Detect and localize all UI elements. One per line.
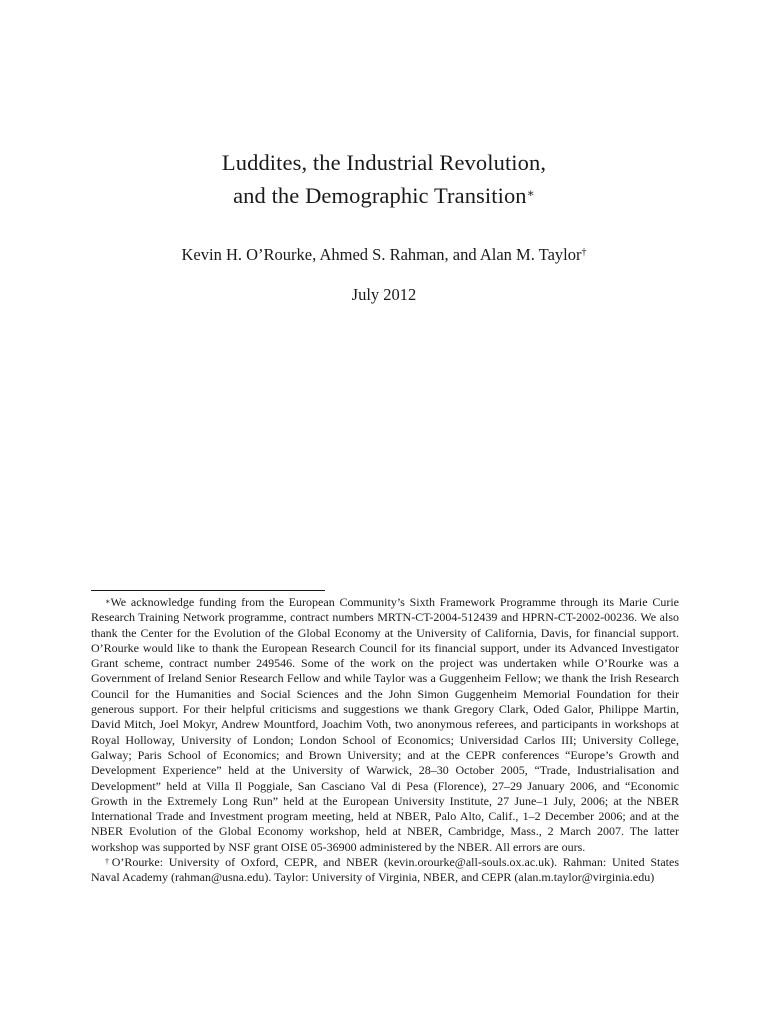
author-names: Kevin H. O’Rourke, Ahmed S. Rahman, and Alan M. Taylor [181,245,582,264]
footnote-affiliations [91,855,679,886]
footnote-acknowledgements [91,595,679,855]
footnote-text: O’Rourke: University of Oxford, CEPR, and NBER (kevin.orourke@all-souls.ox.ac.uk). Rahman: United States Naval Academy (rahman@usna.edu). Taylor: University of Virginia, NBER, and CEPR (alan.m.taylor@virginia.edu) [91,855,680,885]
footnote-marker: ∗ [105,597,111,606]
title-line-2 [0,179,768,212]
footnotes [91,595,679,886]
footnote-divider [91,590,325,591]
publication-date: July 2012 [351,285,417,304]
paper-title [0,146,768,212]
author-list [0,244,768,266]
footnote-text: We acknowledge funding from the European Community’s Sixth Framework Programme through its Marie Curie Research Training Network programme, contract numbers MRTN-CT-2004-512439 and HPRN-CT-2002-00236. We also thank the Center for the Evolution of the Global Economy at the University of California, Davis, for financial support. O’Rourke would like to thank the European Research Council for its financial support, under its Advanced Investigator Grant scheme, contract number 249546. Some of the work on the project was undertaken while O’Rourke was a Government of Ireland Senior Research Fellow and while Taylor was a Guggenheim Fellow; we thank the Irish Research Council for the Humanities and Social Sciences and the John Simon Guggenheim Memorial Foundation for their generous support. For their helpful criticisms and suggestions we thank Gregory Clark, Oded Galor, Philippe Martin, David Mitch, Joel Mokyr, Andrew Mountford, Joachim Voth, two anonymous referees, and participants in workshops at Royal Holloway, University of London; London School of Economics; Universidad Carlos III; University College, Galway; Paris School of Economics; and Brown University; and at the CEPR conferences “Europe’s Growth and Development Experience” held at the University of Warwick, 28–30 October 2005, “Trade, Industrialisation and Development” held at Villa Il Poggiale, San Casciano Val di Pesa (Florence), 27–29 January 2006, and “Economic Growth in the Extremely Long Run” held at the European University Institute, 27 June–1 July, 2006; at the NBER International Trade and Investment program meeting, held at NBER, Palo Alto, Calif., 1–2 December 2006; and at the NBER Evolution of the Global Economy workshop, held at NBER, Cambridge, Mass., 2 March 2007. The latter workshop was supported by NSF grant OISE 05-36900 administered by the NBER. All errors are ours. [91,595,679,854]
footnote-marker: † [105,857,112,867]
title-line-1: Luddites, the Industrial Revolution, [221,150,547,175]
author-footnote-marker: † [581,247,587,258]
title-footnote-marker: ∗ [526,186,535,200]
title-line-2-text: and the Demographic Transition [233,183,527,208]
